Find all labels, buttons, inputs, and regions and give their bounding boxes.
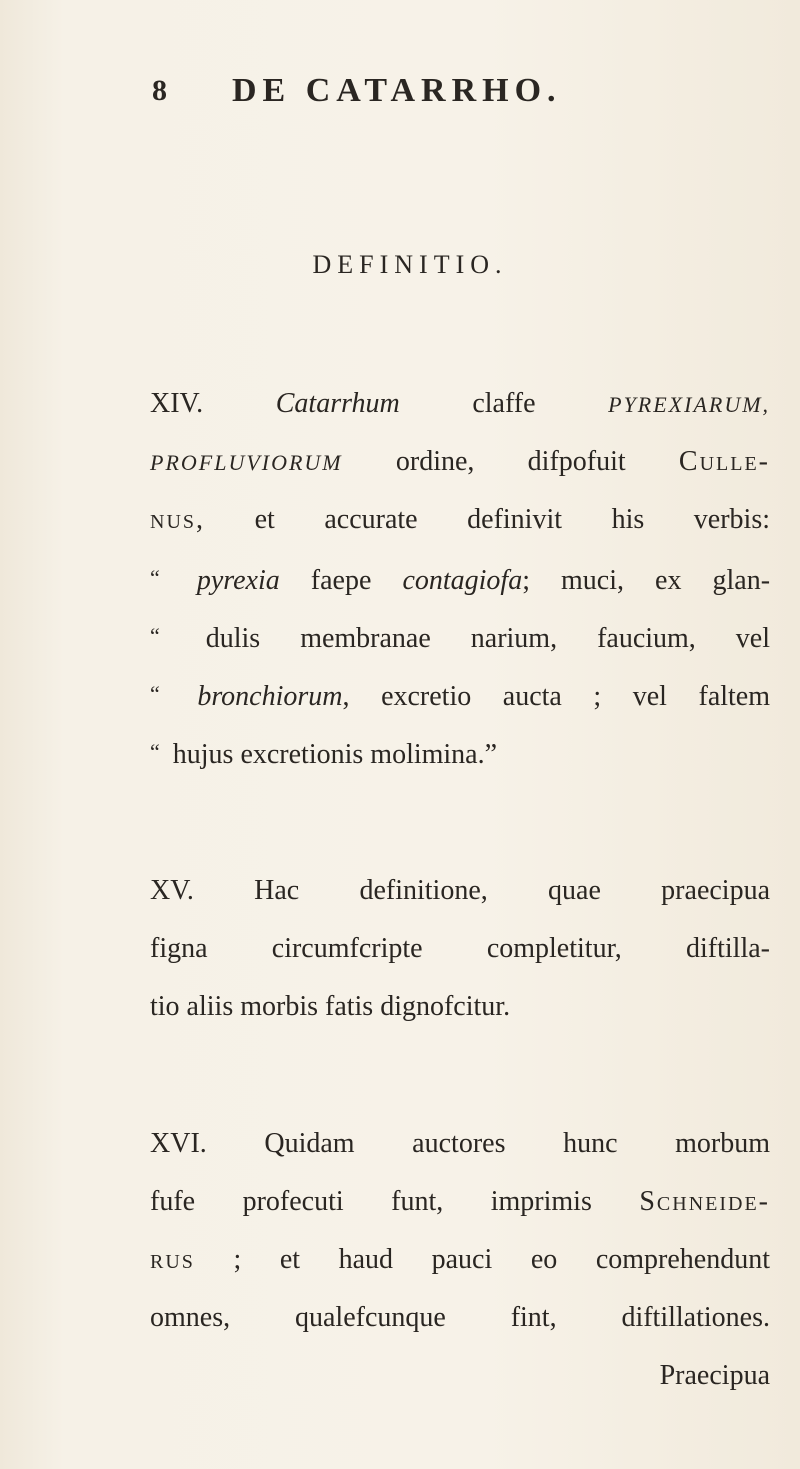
text-run: fufe profecuti funt, imprimis [150,1186,592,1217]
text-run: claffe [472,388,536,419]
running-title: DE CATARRHO. [232,72,562,109]
text-line: XV. Hac definitione, quae praecipua [150,875,770,906]
text-line: figna circumfcripte completitur, diftilla- [150,933,770,964]
text-line [150,1231,770,1289]
text-line [150,375,770,433]
text-run: ; et haud pauci eo comprehendunt [233,1244,770,1275]
text-run: ordine, difpofuit [395,446,626,477]
section-number: XIV. [150,388,204,419]
text-line [150,1173,770,1231]
catchword: Praecipua [659,1360,770,1391]
running-head [0,70,800,120]
paragraph-xvi [150,1115,770,1405]
author-name: Schneide- [639,1186,771,1217]
text-line [150,723,770,781]
class-name: PYREXIARUM, [608,392,771,417]
author-name: Culle- [678,446,770,477]
text-run: dulis membranae narium, faucium, vel [205,623,770,654]
text-line: tio aliis morbis fatis dignofcitur. [150,991,511,1022]
order-name: PROFLUVIORUM [150,450,343,475]
section-heading: DEFINITIO. [312,250,508,279]
quote-mark: “ [150,681,160,706]
text-line: omnes, qualefcunque fint, diftillationes. [150,1302,770,1333]
term: bronchiorum [197,681,343,712]
term: contagiofa [402,565,523,596]
author-name: rus [150,1244,195,1275]
term: Catarrhum [275,388,400,419]
text-run: , excretio aucta ; vel faltem [342,681,771,712]
author-name: nus, [150,504,206,535]
paragraph-xv [150,862,770,1036]
text-line: XVI. Quidam auctores hunc morbum [150,1128,770,1159]
quote-mark: “ [150,739,160,764]
quote-mark: “ [150,565,160,590]
text-line [150,607,770,665]
text-run: et accurate definivit his verbis: [254,504,771,535]
text-run: faepe [310,565,372,596]
term: pyrexia [196,565,280,596]
text-line [150,433,770,491]
text-run: ; muci, ex glan- [522,565,771,596]
text-line [150,665,770,723]
quote-mark: “ [150,623,160,648]
paragraph-xiv [150,375,770,781]
text-line [150,549,770,607]
page-number: 8 [152,74,167,107]
text-line [150,491,770,549]
text-run: hujus excretionis molimina.” [172,739,498,770]
